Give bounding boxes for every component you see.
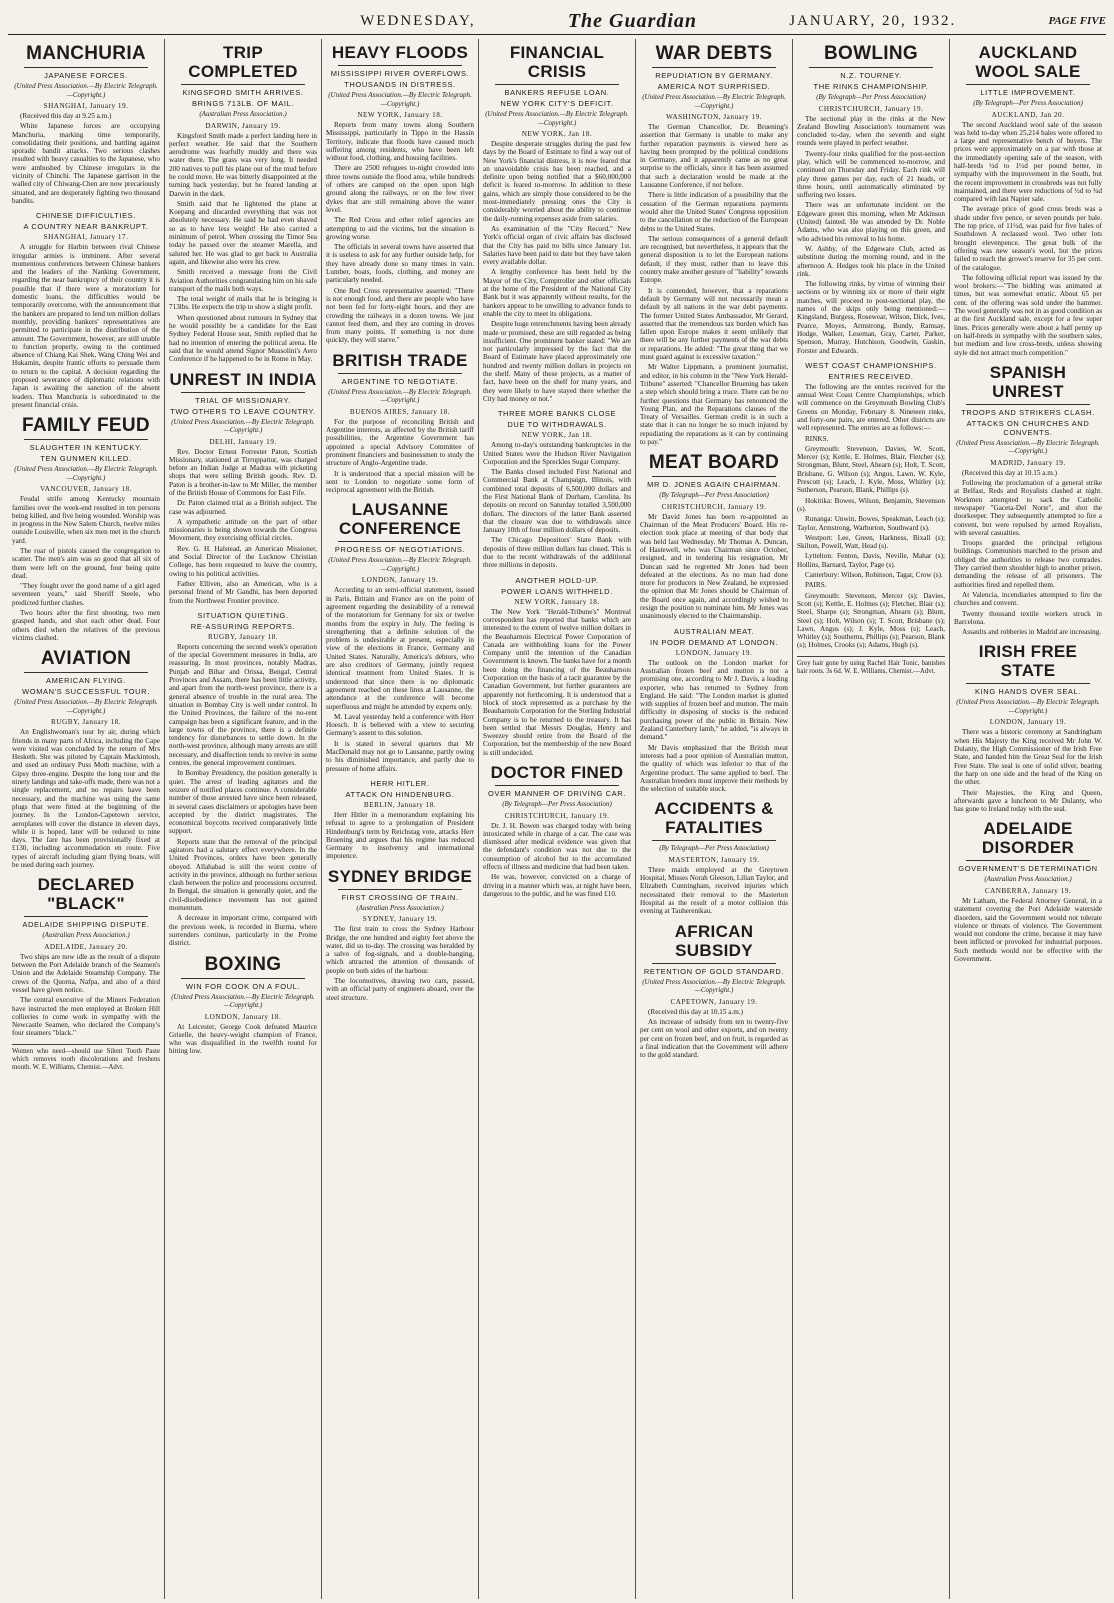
article — [12, 43, 160, 205]
article-subheading: SITUATION QUIETING. — [197, 610, 289, 620]
article-paragraph: At Valencia, incendiaries attempted to fire the churches and convent. — [954, 590, 1102, 608]
article-paragraph: Mr David Jones has been re-appointed as Chairman of the Meat Producers' Board. His re-election took place at meeting of that body that was held last Wednesday. Mr Thomas A. Duncan, of Hastewell, who was Chairman since October, resigned, and in tendering his resignation, Mr Duncan said he regretted Mr Jones had been defeated at the elections. As no man had done more for producers in New Zealand, he expressed the opinion that Mr Jones should be Chairman of the Board once again, and accordingly wished to resign the position to nominate him. Mr Jones was unanimously elected to the Chairmanship. — [640, 512, 788, 621]
article-paragraph: An increase of subsidy from ten to twenty-five per cent on wool and other exports, and on twenty per cent on frozen beef, and on fruit, is regarded as a final indication that the Government will adhere to the gold standard. — [640, 1017, 788, 1060]
article-body — [483, 431, 631, 569]
article-body — [326, 408, 474, 495]
article-headline: DECLARED "BLACK" — [37, 875, 135, 914]
article-subheading: ARGENTINE TO NEGOTIATE. — [341, 376, 459, 386]
article-dateline: ADELAIDE, January 20. — [44, 942, 128, 951]
headline-rule — [652, 476, 776, 477]
article-headline: AUCKLAND WOOL SALE — [975, 43, 1081, 81]
article-subheading: TWO OTHERS TO LEAVE COUNTRY. — [170, 406, 316, 416]
article-paragraph: (Received this day at 10.15 a.m.) — [648, 1007, 744, 1016]
article-credit: (United Press Association.—By Electric Telegraph.—Copyright.) — [642, 93, 786, 110]
article-headline: FAMILY FEUD — [22, 415, 150, 437]
headline-rule — [181, 978, 305, 979]
article-paragraph: According to an semi-official statement, issued in Paris, Britain and France are on the point of agreement regarding the desirability of a renewal of the moratorium for Germany for six or twelve months from the expiry in July. The feeling is strengthening that a definite solution of the problem is undesirable at present, especially in view of the elections in France, Germany and United States. Naturally, America's debtors, who are also creditors of Germany, jointly request identical treatment from United States. It is understood that since there is no diplomatic agreement reached on these lines at Lausanne, the attendance at the conference will become superfluous and might be attended by experts only. — [326, 586, 474, 711]
article-subheading: OVER MANNER OF DRIVING CAR. — [488, 789, 626, 798]
advertisement: Grey hair gone by using Rachel Hair Tonic, banishes hair roots. 3s 6d. W. E. Williams, Chemist.—Advt. — [797, 656, 945, 676]
article-dateline: NEW YORK, January 18. — [357, 111, 443, 119]
article-subheading: CHINESE DIFFICULTIES. — [36, 211, 136, 221]
article-subheading: RE-ASSURING REPORTS. — [190, 621, 296, 631]
article-dateline: RUGBY, January 18. — [208, 632, 278, 641]
article-subheading: WIN FOR COOK ON A FOUL. — [185, 981, 301, 991]
article-headline: SYDNEY BRIDGE — [327, 866, 473, 886]
headline-rule — [966, 683, 1090, 684]
article-dateline: SHANGHAI, January 17. — [43, 233, 129, 242]
article-paragraph: Westport: Lee, Green, Harkness, Bixall (s); Skilton, Powell, Watt, Head (s). — [797, 533, 945, 551]
article-paragraph: (Received this day at 10.15 a.m.) — [962, 468, 1058, 477]
article-credit: (United Press Association.—By Electric Telegraph.—Copyright.) — [956, 438, 1100, 456]
article-credit: (Australian Press Association.) — [199, 110, 287, 118]
article-paragraph: In Bombay Presidency, the position generally is quiet. The arrest of leading agitators and the seizure of notified places continue. A considerable number of those arrested have since been released, in several cases disclaimers or apologies have been accepted by the district magistrates. The economical boycotts received comparatively little support. — [169, 769, 317, 836]
article-paragraph: Rev. G. H. Halstead, an American Missioner, and Social Director of the Lucknow Christian College, has been requested to leave the country, owing to his political activities. — [169, 544, 317, 578]
article-subheading: KING HANDS OVER SEAL. — [975, 687, 1081, 697]
article — [640, 452, 788, 620]
article-body — [954, 111, 1102, 357]
article-paragraph: Twenty thousand textile workers struck in Barcelona. — [954, 609, 1102, 626]
article-subheading: POWER LOANS WITHHELD. — [501, 586, 613, 596]
article-subheading: DUE TO WITHDRAWALS. — [507, 420, 607, 430]
article-dateline: CANBERRA, January 19. — [984, 886, 1072, 895]
article-headline: BOWLING — [824, 43, 918, 64]
article-paragraph: Smith said that he lightened the plane at Koepang and discarded everything that was not absolutely necessary. He said he had even shaved so as to have less weight! He also carried a minimum of petrol. When crossing the Timor Sea today he passed over the steamer Marella, and saluted her. He was glad to get back to Australia again, and likewise also were his crew. — [169, 199, 317, 266]
article-headline: BOXING — [204, 953, 282, 975]
article-paragraph: When questioned about rumours in Sydney that he would possibly be a candidate for the East Sydney Federal House seat, Smith replied that he had no intention of entering the political arena. He said that he would attend Signor Mussolini's Aero Conference if he happened to be in Rome in May. — [169, 313, 317, 364]
article-body — [169, 122, 317, 364]
article — [640, 922, 788, 1060]
article-dateline: VANCOUVER, January 18. — [40, 485, 132, 494]
article-body — [483, 812, 631, 899]
article-subheading: ANOTHER HOLD-UP. — [515, 575, 599, 585]
article-subheading: AUSTRALIAN MEAT. — [673, 626, 755, 636]
masthead-title: The Guardian — [567, 9, 698, 32]
article-body — [640, 503, 788, 621]
article-headline: WAR DEBTS — [655, 43, 773, 64]
article-credit: (United Press Association.—By Electric Telegraph.—Copyright.) — [642, 977, 786, 995]
article-dateline: CAPETOWN, January 19. — [670, 997, 758, 1006]
article-subheading: THOUSANDS IN DISTRESS. — [344, 80, 456, 89]
article-headline: HEAVY FLOODS — [331, 43, 469, 62]
article-subheading: THREE MORE BANKS CLOSE — [497, 409, 617, 419]
article-credit: (By Telegraph—Per Press Association) — [659, 844, 769, 853]
article-paragraph: The second Auckland wool sale of the season was held to-day when 25,214 bales were offered to a large and representative bench of buyers. The prices were approximately on a par with those at the immediately opening sale of the season, with half-breds ½d to 1½d per pound better, in sympathy with the improvement in the South, but the recent improvement in crossbreds was not fully maintained, and there were reductions of ½d to ¾d compared with last Napier sale. — [954, 120, 1102, 204]
article-subheading: WEST COAST CHAMPIONSHIPS. — [805, 360, 937, 370]
masthead — [8, 8, 1106, 35]
masthead-day: WEDNESDAY, — [360, 12, 476, 29]
column — [322, 39, 479, 1599]
article-paragraph: The following official report was issued by the wool brokers:—"The bidding was animated at times, but was somewhat erratic. About 65 per cent. of the offering was sold under the hammer. The wool generally was not in as good condition as at the first Auckland sale, except for a few super lines. Prices generally were about a half penny up on half-breds in sympathy with the southern sales, but medium and low cross-breds, unless showing style did not attract much competition." — [954, 273, 1102, 357]
article-headline: MANCHURIA — [26, 43, 146, 64]
headline-rule — [181, 392, 305, 393]
article-paragraph: A struggle for Harbin between rival Chinese irregular armies is imminent. After several momentous conferences between Chinese bankers and the leaders of the Nanking Government, regarding the near bankruptcy of their country it is possible that if there were a moratorium for domestic loans, the difficulties would be temporarily overcome, with the announcement that the bankers are prepared to lend ten million dollars monthly, providing bankers' representatives are permitted to participate in the distribution of the amount. The Government, however, are still unable to function properly, owing to the continued absence of Chiang Kai Shek, Wang Ching Wei and Hukamin, despite frantic efforts to persuade them to return to the capital. A decision regarding the proposed severance of diplomatic relations with Japan is awaiting the sanction of the absent leaders. Thus Manchuria is subordinated to the present financial crisis. — [12, 243, 160, 409]
article-body — [640, 113, 788, 446]
article-paragraph: Smith received a message from the Civil Aviation Authorities congratulating him on his safe transport of the mails both ways. — [169, 268, 317, 293]
article-paragraph: The central executive of the Miners Federation have instructed the men employed at Broken Hill collieries to come work in sympathy with the Newcastle Seamen, who declared the Company's four steamers "black." — [12, 996, 160, 1038]
article — [169, 370, 317, 605]
article-body — [169, 633, 317, 948]
article-subheading: MR D. JONES AGAIN CHAIRMAN. — [647, 480, 781, 490]
article-paragraph: Among to-day's outstanding bankruptcies in the United States were the Hudson River Navigation Corporation and the Spreckles Sugar Company. — [483, 441, 631, 466]
article-paragraph: The total weight of mails that he is bringing is 713lbs. He expects the trip to show a slight profit. — [169, 295, 317, 312]
article-subheading: WOMAN'S SUCCESSFUL TOUR. — [22, 687, 150, 697]
article — [169, 43, 317, 364]
article-paragraph: The serious consequences of a general default are recognised, but nevertheless, it appears that the general disposition is to let the European nations default, if they must, rather than to leave this country make another gesture of "liability" towards Europe. — [640, 234, 788, 285]
article-subheading: FIRST CROSSING OF TRAIN. — [341, 892, 459, 902]
article-subheading: JAPANESE FORCES. — [44, 71, 128, 80]
article-dateline: NEW YORK, Jan 18. — [521, 431, 593, 440]
article-paragraph: Reports from many towns along Southern Mississippi, particularly in Tippo in the Hassin Territory, indicate that floods have caused much suffering among residents, who have been left without food, clothing, and housing facilities. — [326, 121, 474, 163]
article-paragraph: Their Majesties, the King and Queen, afterwards gave a luncheon to Mr Dulanty, who has gone to Ireland today with the seal. — [954, 788, 1102, 814]
article-paragraph: For the purpose of reconciling British and Argentine interests, as affected by the British tariff possibilities, the Argentine Government has appointed a special Advisory Committee of prominent financiers and businessmen to study the structure of Anglo-Argentine trade. — [326, 417, 474, 468]
article-paragraph: Canterbury: Wilson, Robinson, Tagar, Crow (s). — [805, 571, 943, 580]
article-subheading: TEN GUNMEN KILLED. — [40, 454, 132, 464]
headline-rule — [966, 84, 1090, 85]
column — [479, 39, 636, 1599]
article-headline: ADELAIDE DISORDER — [981, 819, 1075, 858]
article-dateline: BUENOS AIRES, January 18. — [349, 407, 451, 416]
article-paragraph: The roar of pistols caused the congregation to scatter. The men's aim was so good that all six of them were left on the ground, four being quite dead. — [12, 546, 160, 580]
article-paragraph: The Red Cross and other relief agencies are attempting to aid the victims, but the situation is growing worse. — [326, 216, 474, 241]
article-credit: (United Press Association.—By Electric Telegraph.—Copyright.) — [328, 91, 472, 108]
article-headline: FINANCIAL CRISIS — [509, 43, 605, 81]
article-paragraph: Hokitika: Bowes, Wilson, Benjamin, Stevenson (s). — [797, 496, 945, 513]
article-paragraph: The sectional play in the rinks at the New Zealand Bowling Association's tournament was concluded to-day, when the seventh and eight rounds were played in perfect weather. — [797, 114, 945, 148]
article-paragraph: The Banks closed included First National and Commercial Bank at Champaign, Illinois, with combined total deposits of 6,500,000 dollars and the First National Bank of Durham, Carolina. Its deposits on record on Saturday totalled 3,500,000 dollars. The directors of the latter Bank asserted that the closure was due to withdrawals since January 10th of four million dollars of deposits. — [483, 468, 631, 535]
article-dateline: NEW YORK, January 18. — [514, 597, 600, 606]
article — [326, 500, 474, 773]
article — [326, 779, 474, 861]
article-headline: IRISH FREE STATE — [978, 642, 1078, 681]
article-dateline: LONDON, January 18. — [204, 1012, 282, 1021]
article-paragraph: Greymouth: Stevenson, Mercer (s); Davies, Scott (s); Kettle, E. Holmes (s); Fletcher, Blair (s); Steel, Sharpe (s); Strongman, Ahearn (s); Blunt, Steel (s); Holt, Wilson (s); T. Scott, Brisbane (s); Lawn, Angus (s); J. Kyle, Moss (s); Leach, Whitley (s); Southerns, Phillips (s); Pearson, Blank (s); Holmes, Crooks (s); Adams, Hugh (s). — [797, 591, 945, 650]
article — [954, 819, 1102, 963]
article-credit: (Australian Press Association.) — [42, 931, 130, 940]
article-paragraph: There was an unfortunate incident on the Edgeware green this morning, when Mr Atkinson (United) fainted. He was attended by Dr. Noble Adams, who was also playing on this green, and who advised his removal to his home. — [797, 201, 945, 243]
article-body — [12, 233, 160, 409]
article-headline: TRIP COMPLETED — [188, 43, 298, 81]
article-paragraph: He was, however, convicted on a charge of driving in a manner which was, at night have been, dangerous to the public, and he was fined £10. — [483, 873, 631, 898]
article-dateline: DELHI, January 19. — [209, 437, 277, 446]
article-dateline: DARWIN, January 19. — [205, 121, 281, 130]
article-credit: (By Telegraph—Per Press Association) — [502, 800, 612, 808]
article-paragraph: (Received this day at 9.25 a.m.) — [20, 112, 112, 120]
article-body — [797, 105, 945, 355]
headline-rule — [495, 84, 619, 85]
article-paragraph: Despite desperate struggles during the past few days by the Board of Estimate to find a way out of New York's financial distress, it is now feared that an unavoidable crisis has been reached, and a definite upon being notified that a $60,000,000 deficit is feared to-morrow. In addition to these gains, which are simply those considered to be the most-immediately pressing ones the City is considerably worried about the ability to continue the daily-running expenses aside from salaries. — [483, 140, 631, 223]
article-dateline: CHRISTCHURCH, January 19. — [661, 502, 767, 511]
headline-rule — [652, 963, 776, 964]
article — [12, 415, 160, 642]
article-paragraph: "They fought over the good name of a girl aged seventeen years," said Sheriff Steele, who predicted further clashes. — [12, 582, 160, 607]
column-grid — [8, 39, 1106, 1599]
article-body — [954, 459, 1102, 637]
article-paragraph: A decrease in important crime, compared with the previous week, is recorded in Burma, where surrenders continue, particularly in the Prome district. — [169, 914, 317, 948]
article-paragraph: The first train to cross the Sydney Harbour Bridge, the one hundred and eighty feet above the water, did so to-day. The crossing was heralded by a salvo of fog-signals, and a double-banging, which attracted the attention of thousands of people on both sides of the harbour. — [326, 925, 474, 975]
article-headline: AFRICAN SUBSIDY — [674, 921, 754, 960]
column — [636, 39, 793, 1599]
article-paragraph: Two ships are now idle as the result of a dispute between the Port Adelaide branch of the Seamen's Union and the Adelaide Steamship Company. The crews of the Quorna, Nafpa, and also of a third vessel have given notice. — [12, 952, 160, 994]
article-subheading: TRIAL OF MISSIONARY. — [195, 395, 291, 405]
article-paragraph: The following are the entries received for the annual West Coast Centre Championships, which will commence on the Greymouth Bowling Club's Greens on Monday, February 8. Nineteen rinks, and forty-one pairs, are entered. Other districts are well represented. The entries are as follows:— — [797, 382, 945, 433]
article-paragraph: Dr. Paton claimed trial as a British subject. The case was adjourned. — [169, 499, 317, 516]
article-paragraph: There is little indication of a possibility that the cessation of the German reparations payments would alter the United States' Congress opposition to the cancellation or the reduction of the European debts to the United States. — [640, 191, 788, 233]
article-credit: (United Press Association.—By Electric Telegraph.—Copyright.) — [171, 992, 315, 1010]
article-subheading: KINGSFORD SMITH ARRIVES. — [182, 88, 304, 97]
article-paragraph: The German Chancellor, Dr. Bruening's assertion that Germany is unable to make any further reparation payments is viewed here as having been prompted by the political conditions in Germany, and it apparently came as no great surprise to the officials, since it has been assumed that such a declaration would be made at the Lausanne Conference, if not before. — [640, 123, 788, 190]
article-dateline: AUCKLAND, Jan 20. — [991, 110, 1065, 119]
article-body — [326, 576, 474, 773]
article-paragraph: Greymouth: Stevenson, Davies, W. Scott, Mercer (s); Kettle, E. Holmes, Blair, Fletcher (s); Strongman, Blunt, Steel, Ahearn (s); Holt, T. Scott, Brisbane, G. Wilson (s); Angus, Lawn, W. Kyle, Prescott (s); Leach, J. Kyle, Moss, Whitley (s); Sutherson, Pearson, Blank, Phillips (s). — [797, 444, 945, 495]
headline-rule — [24, 439, 148, 440]
article-paragraph: As examination of the "City Record," New York's official organ of civic affairs has disclosed that the City has paid no bills since January 1st. Salaries have been paid to date but they have taken every available dollar. — [483, 224, 631, 267]
article-subheading: BANKERS REFUSE LOAN. — [504, 88, 610, 97]
article-paragraph: Lyttelton: Fenton, Davis, Neville, Mahar (s); Hollins, Barnard, Taylor, Page (s). — [797, 552, 945, 569]
headline-rule — [652, 840, 776, 841]
article — [169, 954, 317, 1056]
article — [326, 867, 474, 1002]
headline-rule — [495, 785, 619, 786]
article-subheading: AMERICAN FLYING. — [46, 676, 126, 686]
article — [12, 875, 160, 1037]
headline-rule — [338, 541, 462, 542]
article-subheading: ADELAIDE SHIPPING DISPUTE. — [22, 920, 150, 930]
article-dateline: SYDNEY, January 19. — [362, 915, 438, 924]
article — [483, 43, 631, 403]
article-paragraph: The Chicago Depositors' State Bank with deposits of three million dollars has closed. This is due to the recent withdrawals of the additional three millions in deposits. — [483, 536, 631, 570]
headline-rule — [809, 67, 933, 68]
article-paragraph: Mr Davis emphasized that the British meat interests had a poor opinion of Australian mutton, the quality of which was inferior to that of the Argentine product. The same applied to beef. The Australian breeders must improve their methods by the selection of suitable stock. — [640, 743, 788, 794]
article-headline: ACCIDENTS & FATALITIES — [654, 799, 774, 838]
article-body — [640, 856, 788, 916]
article — [483, 409, 631, 569]
article-paragraph: The outlook on the London market for Australian frozen beef and mutton is not a promising one, according to Mr J. Davis, a leading exporter, who has returned to Sydney from England. He said: "The London market is glutted with supplies of frozen beef and mutton. The main difficulty in disposing of stocks is the reduced purchasing power of the public in Britain. New Zealand Canterbury lamb," he added, "is always in demand." — [640, 658, 788, 742]
article-body — [483, 130, 631, 403]
article-credit: (United Press Association.—By Electric Telegraph.—Copyright.) — [485, 110, 629, 127]
headline-rule — [24, 672, 148, 673]
article-paragraph: Reports state that the removal of the principal agitators had a salutary effect everywhere. In the United Provinces, orders have been generally obeyed. Allahabad is still the worst centre of activity in the province, although no further serious clash between the police and processions occurred. In Bengal, the situation is generally quiet, and the civil-disobedience movement has not gained momentum. — [169, 837, 317, 913]
article-credit: (Australian Press Association.) — [356, 903, 444, 912]
article-body — [326, 111, 474, 345]
article-paragraph: Dr. J. H. Bowen was charged today with being intoxicated while in charge of a car. The case was dismissed after medical evidence was given that the defendant's condition was not due to the consumption of alcohol but to the accumulated effects of illness and medicine that had been taken. — [483, 821, 631, 871]
article — [954, 363, 1102, 637]
article-subheading: ENTRIES RECEIVED. — [828, 371, 914, 381]
article-dateline: NEW YORK, Jan 18. — [521, 130, 593, 138]
article-paragraph: Two hours after the first shooting, two men grasped hands, and shot each other dead. Four others died when the relatives of the previous victims clashed. — [12, 609, 160, 642]
article — [640, 43, 788, 446]
article-dateline: RUGBY, January 18. — [51, 718, 121, 727]
article-paragraph: Assaults and robberies in Madrid are increasing. — [962, 628, 1102, 637]
article-body — [169, 1013, 317, 1056]
masthead-date: JANUARY, 20, 1932. — [789, 12, 957, 29]
article-dateline: WASHINGTON, January 19. — [665, 113, 762, 121]
article-body — [797, 383, 945, 650]
article-subheading: IN POOR DEMAND AT LONDON. — [649, 637, 779, 647]
column — [793, 39, 950, 1599]
article-credit: (By Telegraph—Per Press Association) — [816, 93, 926, 101]
article-paragraph: White Japanese forces are occupying Manchuria, marking time temporarily, consolidating their positions, and battling against sporadic bandit attacks. Two serious clashes resulted with heavy casualties to the Japanese, who were ambushed by Chinese irregulars in the vicinity of Chinchi. The Japanese garrison in the walled city of Chiwang-Chen are now precariously situated, and are desperately fighting two thousand bandits. — [12, 122, 160, 205]
article-subheading: BRINGS 713LB. OF MAIL. — [192, 99, 294, 108]
article-dateline: MADRID, January 19. — [990, 458, 1066, 467]
article-paragraph: Following the proclamation of a general strike at Belfast, Reds and Royalists clashed at night. Workmen attempted to sack the Catholic newspaper "Gaceta-Del Norte", and shot the doorkeeper. They subsequently attempted to fire a convent, but were repulsed by armed Royalists, with several casualties. — [954, 479, 1102, 537]
article-paragraph: W. Ashby, of the Edgeware Club, acted as substitute during the morning round, and in the afternoon A. Hedges took his place in the United rink. — [797, 244, 945, 278]
article-body — [12, 485, 160, 642]
article — [12, 648, 160, 869]
article — [326, 43, 474, 345]
article-paragraph: It is understood that a special mission will be sent to London to negotiate some form of reciprocal agreement with the British. — [326, 469, 474, 495]
article-body — [12, 102, 160, 205]
article-subheading: A COUNTRY NEAR BANKRUPT. — [23, 222, 149, 232]
article-subheading: AMERICA NOT SURPRISED. — [657, 82, 771, 91]
article-credit: (United Press Association.—By Electric Telegraph.—Copyright.) — [328, 387, 472, 405]
article-body — [326, 801, 474, 861]
article — [169, 611, 317, 948]
article-paragraph: Despite huge retrenchments having been already made or promised, these are still regarded as being insufficient. One prominent banker stated: "We are not particularly impressed by the fact that the Board of Estimate have placed approximately one hundred and twenty million dollars in projects on the shelf. Many of these projects, as a matter of fact, have been on the shelf for many years, and they were likely to have stayed there whether the City had money or not." — [483, 320, 631, 403]
article-dateline: CHRISTCHURCH, January 19. — [504, 811, 610, 820]
article-dateline: BERLIN, January 18. — [363, 800, 437, 809]
article-dateline: SHANGHAI, January 19. — [43, 102, 129, 110]
article-paragraph: Mr Latham, the Federal Attorney General, in a statement covering the Port Adelaide waterside disorders, said the Government would not tolerate violence or threats of violence. The Government would not condone the crime, because it may have been inflicted or provoked for industrial purposes. Such methods would not be effective with the Government. — [954, 896, 1102, 963]
column — [165, 39, 322, 1599]
article-credit: (United Press Association.—By Electric Telegraph.—Copyright.) — [328, 556, 472, 573]
headline-rule — [338, 889, 462, 890]
article-dateline: LONDON, January 19. — [675, 648, 753, 657]
article-subheading: ATTACKS ON CHURCHES AND CONVENTS. — [966, 418, 1090, 437]
headline-rule — [652, 67, 776, 68]
advertisement: Women who need—should use Silent Tooth Paste which removes tooth discolorations and freshens mouth. W. E. Williams, Chemist.—Advt. — [12, 1044, 160, 1072]
article-credit: (United Press Association.—By Electric Telegraph.—Copyright.) — [956, 698, 1100, 715]
article-paragraph: Twenty-four rinks qualified for the post-section play, which will be commenced to-morrow, and continued on Thursday and Friday. Each rink will play three games per day, each of 21 heads, or three hours, until automatically eliminated by suffering two losses. — [797, 149, 945, 200]
article-subheading: THE RINKS CHAMPIONSHIP. — [813, 82, 929, 91]
article-paragraph: Father Elliven, also an American, who is a personal friend of Mr Gandhi, has been deported from the Northwest Frontier province. — [169, 579, 317, 605]
article-headline: UNREST IN INDIA — [169, 369, 317, 389]
article-body — [483, 598, 631, 757]
article — [640, 799, 788, 915]
article-subheading: ATTACK ON HINDENBURG. — [345, 789, 455, 799]
article-subheading: TROOPS AND STRIKERS CLASH. — [961, 407, 1095, 417]
article-paragraph: Three maids employed at the Greytown Hospital, Misses Norah Gleeson, Lilian Taylor, and Elizabeth Cunningham, received injuries which necessitated their removal to the Masterton Hospital as the result of a motor collision this evening at Tauherenikau. — [640, 865, 788, 916]
article-paragraph: Kingsford Smith made a perfect landing here in perfect weather. He said that the Southern aerodrome was fearfully muddy and there was water there. The grass was very long. It needed 200 natives to pull his plane out of the mud before he could move. He was bitterly disappointed at the turning back yesterday, but he feared landing at Darwin in the dark. — [169, 131, 317, 198]
article-paragraph: PAIRS. — [805, 581, 827, 590]
article-subheading: MISSISSIPPI RIVER OVERFLOWS. — [330, 69, 470, 78]
article-subheading: PROGRESS OF NEGOTIATIONS. — [334, 545, 466, 555]
article — [483, 576, 631, 757]
article-paragraph: A sympathetic attitude on the part of other missionaries is being shown towards the Congress Movement, they exercising official circles. — [169, 517, 317, 543]
article-paragraph: There are 2500 refugees to-night crowded into three towns outside the flood area, while hundreds of others are camped on the open upon high ground along the railways, or on the few river dykes that are still remaining above the water level. — [326, 164, 474, 214]
article-paragraph: One Red Cross representative asserted: "There is not enough food, and there are people who have not been fed for forty-eight hours, and they are crowding the railways in a dozen towns. We just cannot feed them, and they are coming in droves from many points. If something is not done quickly, they will starve." — [326, 286, 474, 345]
article-headline: MEAT BOARD — [648, 452, 780, 474]
article-paragraph: At Leicester, George Cook defeated Maurice Griselle, the heavy-weight champion of France, who was disqualified in the twelfth round for hitting low. — [169, 1022, 317, 1056]
article-body — [12, 943, 160, 1038]
page-number: PAGE FIVE — [1048, 15, 1106, 27]
article-paragraph: It is contended, however, that a reparations default by Germany will not necessarily mean a default by all nations in the war debt payments. The former United States Ambassador, Mr Gerard, asserted that the tremendous tax burden which has fallen upon Europe makes it seem unlikely that there will be any further payments of the war debts or reparations. He added: "The great thing that we must guard against is excessive taxation." — [640, 286, 788, 362]
article-credit: (By Telegraph—Per Press Association) — [973, 99, 1083, 107]
article-paragraph: Mr Walter Lippmann, a prominent journalist, and editor, in his column in the "New York Herald-Tribune" asserted: "Chancellor Bruening has taken a step which should bring a truce. There can be no further questions that Germany has renounced the Young Plan, and the Reparations clauses of the Treaty of Versailles. German credit is in such a state that it can no longer be so much injured by repudiating the reparations as it can by continuing to pay." — [640, 363, 788, 446]
article-body — [954, 718, 1102, 813]
article — [797, 361, 945, 650]
article — [640, 627, 788, 794]
article-paragraph: The New York "Herald-Tribune's" Montreal correspondent has reported that banks which are interested to the extent of twelve million dollars in the Beauharnois Electrical Power Corporation of Canada are withholding loans for the Power Company until the intention of the Canadian Government is known. The banks have for a month been doing the financing of the Beauharnois Corporation on the basis of a tacit guarantee by the Canadian Government, but further guarantees are apparently not forthcoming. It is understood that a block of stock represented as a purchase by the Beauharnois Corporation for the Sterling Industrial Company is to be returned to the treasury. It has been settled that Messrs Douglas, Henry and Sweezey should retire from the Board of the Corporation, but the membership of the new Board is still undecided. — [483, 607, 631, 757]
article-paragraph: There was a historic ceremony at Sandringham when His Majesty the King received Mr John W. Dulanty, the High Commissioner of the Irish Free State, and handed him the Great Seal for the Irish Free State. The seal is one of solid silver, bearing the harp on one side and the head of the King on the other. — [954, 728, 1102, 787]
article-paragraph: Rev. Doctor Ernest Forrester Paton, Scottish Missionary, stationed at Tirruppattur, was charged before an Indian Judge at Madras with picketing shops that were selling British goods. Rev. D. Paton is a brother-in-law to Mr Miller, the member of the British House of Commons for East Fife. — [169, 447, 317, 497]
article-headline: AVIATION — [40, 648, 132, 670]
headline-rule — [24, 67, 148, 68]
article-paragraph: The officials in several towns have asserted that it is useless to ask for any further outside help, for they have already done so many times in vain. Lumber, boats, foods, clothing, and money are particularly needed. — [326, 243, 474, 285]
article-paragraph: Reports concerning the second week's operation of the special Government measures in India, are reassuring. In most provinces, notably Madras, Punjab and Bihar and Orissa, Bengal, Central Provinces and Assam, there has been little activity, and apart from the north-west province, there is a general absence of trouble in the rural area. The situation in Bombay City is well under control. In the United Provinces, the failure of the no-rent campaign has been a significant feature, and in the large towns of the province, there is a definite tendency for disturbances to settle down. In the north-west province, although many arrests are still necessary, and disaffection tends to revive in some centres, the general improvement continues. — [169, 642, 317, 768]
article-headline: BRITISH TRADE — [332, 350, 468, 370]
article-paragraph: The average price of good cross breds was a shade under five pence, or seven pounds per bale. The top price, of 11½d, was paid for five bales of Southdown A reclassed wool. Two other lots brought elevenpence. The great bulk of the offering was new season's wool, but the prices failed to reach the grower's reserve for 35 per cent. of the catalogue. — [954, 205, 1102, 272]
article-subheading: RETENTION OF GOLD STANDARD. — [643, 966, 785, 976]
headline-rule — [966, 860, 1090, 861]
article-credit: (United Press Association.—By Electric Telegraph.—Copyright.) — [14, 82, 158, 99]
article-paragraph: The locomotives, drawing two cars, passed, with an official party of engineers aboard, over the steel structure. — [326, 976, 474, 1002]
article — [954, 642, 1102, 813]
article-credit: (By Telegraph—Per Press Association) — [659, 491, 769, 500]
article — [12, 211, 160, 409]
column — [8, 39, 165, 1599]
article-credit: (Australian Press Association.) — [984, 875, 1072, 884]
article-body — [326, 915, 474, 1002]
article-dateline: CHRISTCHURCH, January 19. — [818, 104, 924, 113]
headline-rule — [24, 916, 148, 917]
article-subheading: N.Z. TOURNEY. — [840, 71, 902, 80]
article-subheading: HERR HITLER. — [370, 778, 430, 788]
article-dateline: LONDON, January 19. — [989, 718, 1067, 727]
headline-rule — [338, 65, 462, 66]
article-credit: (United Press Association.—By Electric Telegraph.—Copyright.) — [171, 417, 315, 435]
article-subheading: GOVERNMENT'S DETERMINATION — [958, 864, 1098, 874]
article-paragraph: RINKS. — [805, 434, 829, 443]
article-subheading: LITTLE IMPROVEMENT. — [980, 88, 1076, 97]
article-paragraph: Runanga: Unwin, Bowes, Speakman, Leach (s); Taylor, Armstrong, Warburton, Southward (s). — [797, 515, 945, 532]
article-body — [169, 438, 317, 605]
article-paragraph: Feudal strife among Kentucky mountain families over the week-end resulted in ten persons being killed, and five being wounded. Worship was in progress in the New Salem Church, twelve miles outside Louisville, when six men met in the church yard. — [12, 495, 160, 545]
article — [797, 43, 945, 355]
article-headline: DOCTOR FINED — [490, 763, 624, 782]
article — [326, 351, 474, 495]
article-dateline: MASTERTON, January 19. — [668, 855, 760, 864]
column — [950, 39, 1106, 1599]
article — [954, 43, 1102, 357]
article-body — [640, 998, 788, 1060]
article-paragraph: Troops guarded the principal religious buildings. Communists marched to the prison and obliged the authorities to release two comrades. They carried them shoulder high to another prison, demanding the release of all prisoners. The authorities fired and repelled them. — [954, 539, 1102, 589]
article-credit: (United Press Association.—By Electric Telegraph.—Copyright.) — [14, 465, 158, 482]
article-paragraph: An Englishwoman's tour by air, during which friends in many parts of Africa, including the Cape were visited was concluded by the return of Mrs Hesketh. She was piloted by Captain Mackintosh, and used an ordinary Puss Moth machine, with a Gipsy three-engine. Despite the long tour and the ninety landings and take-offs made, there was not a single replacement, and no repairs have been necessary, and the machine was using the same plugs that were fitted at the beginning of the journey. In the London-Capetown service, aeroplanes will cover the distance in eleven days, while it is hoped, later will be reduced to nine days. The fare has been provisionally fixed at £130, including accommodation en route. Five types of aircraft including giant flying boats, will be used during each journey. — [12, 728, 160, 869]
article-paragraph: The following rinks, by virtue of winning their sections or by winning six or more of their eight matches, will proceed to post-sectional play, the names of the skips only being mentioned:—Kingsland, Burgess, Rosewear, Wilson, Dick, Ives, Pearce, Moyes, Armstrong, Bundy, Ramsay, Hodge, Walker, Leseman, Gray, Carter, Parker, Spenson, Murray, Hutchison, Goodwin, Gaskin, Forster and Edwards. — [797, 280, 945, 355]
article-subheading: NEW YORK CITY'S DEFICIT. — [500, 99, 614, 108]
article-body — [12, 718, 160, 869]
article-headline: LAUSANNE CONFERENCE — [338, 500, 461, 539]
article-body — [954, 887, 1102, 963]
article-paragraph: A lengthy conference has been held by the Mayor of the City, Comptroller and other officials at the home of the President of the National City Bank but it was apparently without results, for the bankers appear to be unwilling to advance funds to enable the city to meet its obligations. — [483, 268, 631, 318]
article-dateline: LONDON, January 19. — [361, 576, 439, 585]
headline-rule — [966, 404, 1090, 405]
article-paragraph: It is stated in several quarters that Mr MacDonald may not go to Lausanne, partly owing to his diminished importance, and partly due to pressure of home affairs. — [326, 739, 474, 773]
article-headline: SPANISH UNREST — [989, 362, 1067, 401]
article — [483, 763, 631, 898]
article-body — [640, 649, 788, 794]
article-credit: (United Press Association.—By Electric Telegraph.—Copyright.) — [14, 698, 158, 715]
headline-rule — [338, 373, 462, 374]
article-paragraph: M. Laval yesterday held a conference with Herr Hoesch. It is believed with a view to securing Germany's assent to this solution. — [326, 712, 474, 738]
article-subheading: REPUDIATION BY GERMANY. — [655, 71, 773, 80]
headline-rule — [181, 84, 305, 85]
article-paragraph: Herr Hitler in a memorandum explaining his refusal to agree to a prolongation of President Hindenburg's term by Reichstag vote, attacks Herr Bruening and argues that his regime has reduced Germany to insolvency and international impotence. — [326, 810, 474, 861]
article-subheading: SLAUGHTER IN KENTUCKY. — [29, 443, 143, 453]
